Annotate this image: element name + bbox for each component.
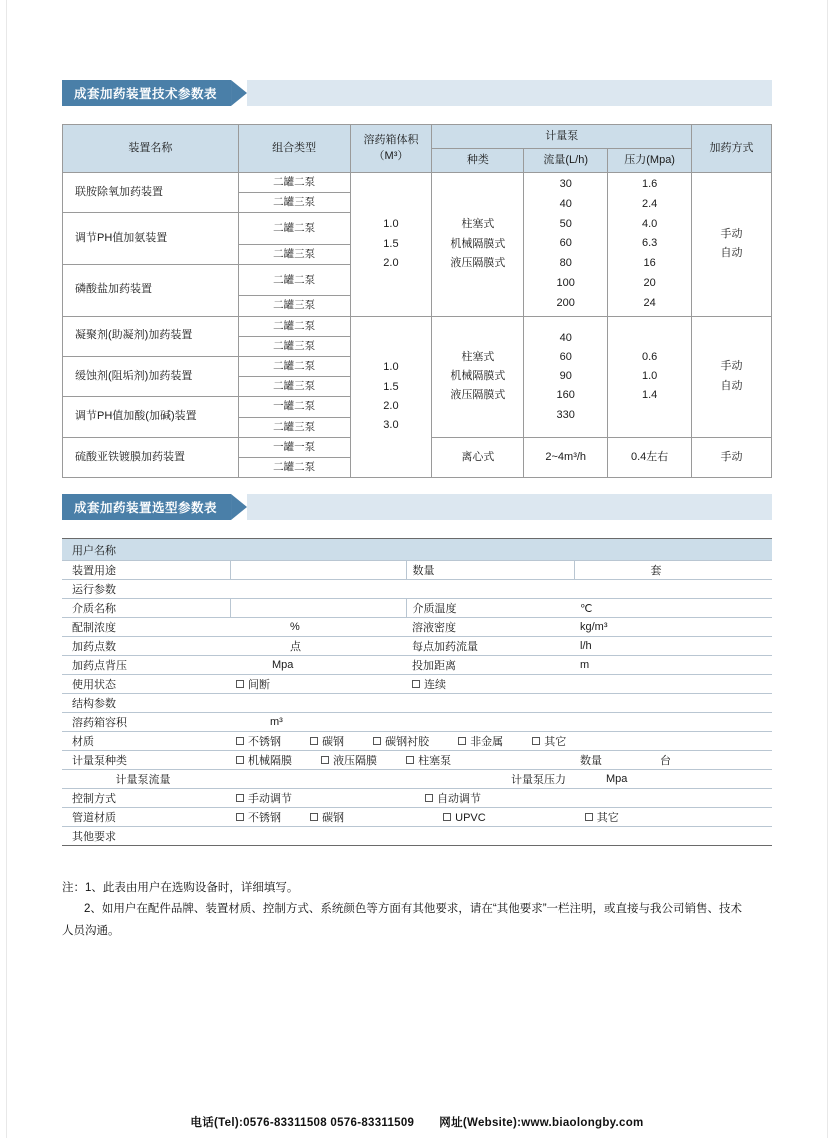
col-header-tank-volume: [350, 125, 432, 173]
pump-pressure-cell: 0.4左右: [608, 437, 692, 477]
table-row: [63, 316, 772, 336]
input-solution-density[interactable]: [574, 618, 772, 637]
combo-type-cell: 一罐一泵: [238, 437, 350, 457]
label-pump-pressure: 计量泵压力: [406, 770, 574, 789]
label-flow-per-point: 每点加药流量: [406, 637, 574, 656]
pump-pressure-value: 1.0: [641, 370, 658, 383]
table-row: [63, 173, 772, 193]
label-material: 材质: [62, 732, 230, 751]
label-dosing-points: 加药点数: [62, 637, 230, 656]
checkbox-control-auto[interactable]: [425, 790, 481, 806]
input-dosing-points[interactable]: [230, 637, 406, 656]
checkbox-pump-hydraulic-diaphragm[interactable]: [321, 752, 377, 768]
combo-type-cell: 二罐三泵: [238, 417, 350, 437]
pump-kind-value: 液压隔膜式: [450, 389, 506, 402]
dosing-mode-cell: 手动: [692, 437, 772, 477]
table-row-operating-params: [62, 580, 772, 599]
label-operating-params: 运行参数: [62, 580, 772, 599]
device-name-cell: 联胺除氧加药装置: [63, 173, 239, 213]
input-device-usage[interactable]: [230, 561, 406, 580]
checkbox-label: 碳钢: [322, 736, 345, 748]
checkbox-icon[interactable]: [236, 756, 244, 764]
combo-type-cell: 二罐三泵: [238, 296, 350, 316]
checkbox-icon[interactable]: [412, 680, 420, 688]
table-row-control-mode: [62, 789, 772, 808]
checkbox-label: 其它: [544, 736, 567, 748]
page-footer: [0, 1114, 834, 1130]
combo-type-cell: 二罐三泵: [238, 193, 350, 213]
banner-tail: [247, 80, 772, 106]
table-row-medium-name: [62, 599, 772, 618]
pump-kind-value: 机械隔膜式: [450, 370, 506, 383]
label-device-usage: 装置用途: [62, 561, 230, 580]
pump-flow-value: 50: [559, 217, 572, 230]
pump-pressure-value: 1.4: [641, 389, 658, 402]
pump-flow-value: 200: [556, 296, 575, 309]
checkbox-material-nonmetal[interactable]: [458, 733, 503, 749]
device-name-cell: 硫酸亚铁镀膜加药装置: [63, 437, 239, 477]
tank-volume-value: 2.0: [383, 399, 399, 412]
dosing-mode-value: 手动: [720, 228, 743, 241]
pump-kind-cell: [432, 173, 524, 317]
section-title-selection: 成套加药装置选型参数表: [62, 494, 231, 520]
table-row-structure-params: [62, 694, 772, 713]
checkbox-material-carbon-steel[interactable]: [310, 733, 344, 749]
pump-kind-value: 液压隔膜式: [450, 256, 506, 269]
pump-flow-value: 60: [559, 350, 572, 363]
combo-type-cell: 二罐二泵: [238, 316, 350, 336]
checkbox-icon[interactable]: [532, 737, 540, 745]
unit-set: 台: [660, 755, 671, 767]
tank-volume-value: 1.0: [383, 218, 399, 231]
checkbox-icon[interactable]: [321, 756, 329, 764]
pump-kind-value: 柱塞式: [461, 350, 495, 363]
checkbox-icon[interactable]: [585, 813, 593, 821]
checkbox-label: 碳钢: [322, 812, 345, 824]
banner-arrow-icon: [231, 80, 247, 106]
dosing-mode-value: 自动: [720, 379, 743, 392]
device-name-cell: 缓蚀剂(阻垢剂)加药装置: [63, 357, 239, 397]
pump-pressure-cell: [608, 173, 692, 317]
label-pipe-material: 管道材质: [62, 808, 230, 827]
table-row-pump-flow: [62, 770, 772, 789]
checkbox-label: 不锈钢: [248, 736, 281, 748]
checkbox-icon[interactable]: [236, 813, 244, 821]
label-tank-volume: 溶药箱容积: [62, 713, 230, 732]
checkbox-material-other[interactable]: [532, 733, 566, 749]
pump-flow-cell: [524, 316, 608, 437]
pump-pressure-value: 6.3: [641, 237, 658, 250]
checkbox-label: 非金属: [470, 736, 504, 748]
combo-type-cell: 二罐二泵: [238, 213, 350, 244]
checkbox-pipe-carbon-steel[interactable]: [310, 809, 344, 825]
pump-flow-value: 90: [559, 370, 572, 383]
checkbox-icon[interactable]: [310, 813, 318, 821]
checkbox-label: UPVC: [455, 812, 486, 824]
col-header-metering-pump: 计量泵: [432, 125, 692, 149]
combo-type-cell: 二罐二泵: [238, 458, 350, 478]
unit-temperature: ℃: [580, 602, 593, 615]
technical-parameters-table: [62, 124, 772, 478]
label-medium-name: 介质名称: [62, 599, 230, 618]
checkbox-icon[interactable]: [406, 756, 414, 764]
dosing-mode-value: 手动: [720, 360, 743, 373]
combo-type-cell: 二罐二泵: [238, 173, 350, 193]
checkbox-label: 柱塞泵: [418, 755, 452, 767]
table-row-other-requirements: [62, 827, 772, 846]
page-edge-line-right: [827, 0, 828, 1138]
section-title-technical: 成套加药装置技术参数表: [62, 80, 231, 106]
col-header-pump-pressure: 压力(Mpa): [608, 149, 692, 173]
col-header-combo-type: 组合类型: [238, 125, 350, 173]
col-header-pump-flow: 流量(L/h): [524, 149, 608, 173]
table-row-dosing-points: [62, 637, 772, 656]
checkbox-label: 手动调节: [248, 793, 292, 805]
input-flow-per-point[interactable]: [574, 637, 772, 656]
unit-mpa: Mpa: [606, 773, 628, 785]
material-checkbox-group[interactable]: [230, 732, 772, 751]
label-quantity: 数量: [406, 561, 574, 580]
input-pump-pressure[interactable]: [574, 770, 772, 789]
checkbox-intermittent[interactable]: [230, 675, 406, 694]
note-line-2: 2、如用户在配件品牌、装置材质、控制方式、系统颜色等方面有其他要求，请在“其他要求”一栏注明，或直接与我公司销售、技术: [84, 903, 743, 916]
pump-pressure-value: 2.4: [641, 197, 658, 210]
table-row-material: [62, 732, 772, 751]
combo-type-cell: 二罐三泵: [238, 377, 350, 397]
unit-quantity: 套: [650, 565, 662, 577]
notes-block: [62, 878, 774, 942]
tank-volume-value: 1.5: [383, 380, 399, 393]
unit-points: 点: [290, 641, 301, 653]
label-other-requirements: 其他要求: [72, 831, 116, 843]
checkbox-label-intermittent: 间断: [248, 679, 270, 691]
pump-flow-value: 40: [559, 331, 572, 344]
checkbox-label: 自动调节: [437, 793, 482, 805]
label-pump-quantity: 数量: [580, 755, 602, 767]
table-row-user-name: [62, 539, 772, 561]
pump-pressure-value: 24: [643, 296, 656, 309]
tank-volume-value: 3.0: [383, 419, 399, 432]
pump-pressure-value: 1.6: [641, 178, 658, 190]
checkbox-control-manual[interactable]: [236, 790, 292, 806]
pump-kind-cell: [432, 316, 524, 437]
col-header-device-name: 装置名称: [63, 125, 239, 173]
table-row-back-pressure: [62, 656, 772, 675]
selection-parameters-table: [62, 538, 772, 846]
pump-flow-value: 60: [559, 237, 572, 250]
checkbox-label: 液压隔膜: [333, 755, 378, 767]
label-solution-density: 溶液密度: [406, 618, 574, 637]
pump-pressure-value: 0.6: [641, 350, 658, 363]
table-row-tank-volume: [62, 713, 772, 732]
checkbox-pump-mechanical-diaphragm[interactable]: [236, 752, 292, 768]
checkbox-label: 碳钢衬胶: [385, 736, 430, 748]
label-usage-state: 使用状态: [62, 675, 230, 694]
table-row-pipe-material: [62, 808, 772, 827]
pump-flow-value: 330: [556, 408, 575, 421]
checkbox-material-stainless[interactable]: [236, 733, 281, 749]
pump-pressure-value: 4.0: [641, 217, 658, 230]
pump-kind-cell: 离心式: [432, 437, 524, 477]
pump-pressure-value: 16: [643, 257, 656, 270]
tank-volume-cell: [350, 173, 432, 317]
checkbox-label-continuous: 连续: [424, 679, 446, 691]
checkbox-icon[interactable]: [458, 737, 466, 745]
pump-flow-cell: [524, 173, 608, 317]
dosing-mode-cell: [692, 316, 772, 437]
pump-flow-value: 80: [559, 257, 572, 270]
footer-website: 网址(Website):www.biaolongby.com: [439, 1117, 644, 1129]
col-header-pump-kind: 种类: [432, 149, 524, 173]
tank-volume-value: 1.5: [383, 237, 399, 250]
tank-volume-cell: [350, 316, 432, 478]
note-line-3: 人员沟通。: [62, 924, 120, 937]
checkbox-label: 不锈钢: [248, 812, 281, 824]
combo-type-cell: 二罐二泵: [238, 265, 350, 296]
pump-kind-checkbox-group[interactable]: [230, 751, 574, 770]
unit-cubic-meter: m³: [270, 716, 283, 728]
col-header-tank-volume-l2: （M³）: [373, 149, 409, 162]
checkbox-icon[interactable]: [373, 737, 381, 745]
col-header-dosing-mode: 加药方式: [692, 125, 772, 173]
label-dosing-distance: 投加距离: [406, 656, 574, 675]
table-header-row: [63, 125, 772, 149]
checkbox-icon[interactable]: [425, 794, 433, 802]
combo-type-cell: 二罐三泵: [238, 336, 350, 356]
col-header-tank-volume-l1: 溶药箱体积: [363, 133, 419, 146]
label-pump-flow: 计量泵流量: [62, 770, 230, 789]
banner-arrow-icon: [231, 494, 247, 520]
control-mode-checkbox-group[interactable]: [230, 789, 772, 808]
table-row-usage-state: [62, 675, 772, 694]
checkbox-icon[interactable]: [236, 737, 244, 745]
label-control-mode: 控制方式: [62, 789, 230, 808]
label-structure-params: 结构参数: [62, 694, 772, 713]
combo-type-cell: 一罐二泵: [238, 397, 350, 417]
input-medium-temperature[interactable]: [574, 599, 772, 618]
pump-pressure-value: 20: [643, 276, 656, 289]
checkbox-icon[interactable]: [236, 680, 244, 688]
pump-flow-value: 160: [556, 389, 575, 402]
unit-density: kg/m³: [580, 621, 608, 633]
input-concentration[interactable]: [230, 618, 406, 637]
tank-volume-value: 1.0: [383, 361, 399, 374]
input-dosing-distance[interactable]: [574, 656, 772, 675]
note-line-1: 注：1、此表由用户在选购设备时，详细填写。: [62, 882, 299, 894]
input-pump-flow[interactable]: [230, 770, 406, 789]
unit-percent: %: [290, 621, 300, 633]
checkbox-pipe-stainless[interactable]: [236, 809, 281, 825]
label-back-pressure: 加药点背压: [62, 656, 230, 675]
table-row-pump-kind: [62, 751, 772, 770]
checkbox-pipe-other[interactable]: [585, 809, 619, 825]
page-edge-line-left: [6, 0, 7, 1138]
label-pump-kind: 计量泵种类: [62, 751, 230, 770]
input-quantity[interactable]: [574, 561, 772, 580]
device-name-cell: 调节PH值加酸(加碱)装置: [63, 397, 239, 437]
section-banner-technical: [62, 80, 772, 106]
device-name-cell: 凝聚剂(助凝剂)加药装置: [63, 316, 239, 356]
table-row-concentration: [62, 618, 772, 637]
pump-kind-value: 柱塞式: [461, 218, 495, 231]
label-user-name: 用户名称: [62, 539, 772, 561]
unit-meter: m: [580, 659, 590, 671]
pump-pressure-cell: [608, 316, 692, 437]
pump-flow-value: 30: [559, 178, 572, 190]
unit-flow: l/h: [580, 640, 592, 652]
banner-tail: [247, 494, 772, 520]
combo-type-cell: 二罐二泵: [238, 357, 350, 377]
label-concentration: 配制浓度: [62, 618, 230, 637]
checkbox-label: 机械隔膜: [248, 755, 292, 767]
checkbox-continuous[interactable]: [406, 675, 772, 694]
label-medium-temperature: 介质温度: [406, 599, 574, 618]
checkbox-icon[interactable]: [310, 737, 318, 745]
checkbox-icon[interactable]: [443, 813, 451, 821]
input-back-pressure[interactable]: [230, 656, 406, 675]
footer-telephone: 电话(Tel):0576-83311508 0576-83311509: [190, 1117, 415, 1129]
input-medium-name[interactable]: [230, 599, 406, 618]
pump-quantity-cell[interactable]: [574, 751, 772, 770]
dosing-mode-cell: [692, 173, 772, 317]
table-row-usage: [62, 561, 772, 580]
pump-kind-value: 机械隔膜式: [450, 237, 506, 250]
device-name-cell: 磷酸盐加药装置: [63, 265, 239, 317]
dosing-mode-value: 自动: [720, 247, 743, 260]
device-name-cell: 调节PH值加氨装置: [63, 213, 239, 265]
checkbox-pipe-upvc[interactable]: [443, 812, 486, 824]
unit-mpa: Mpa: [272, 659, 294, 671]
input-tank-volume[interactable]: [230, 713, 772, 732]
pump-flow-value: 40: [559, 197, 572, 210]
checkbox-label: 其它: [596, 812, 619, 824]
checkbox-icon[interactable]: [236, 794, 244, 802]
pump-flow-cell: 2~4m³/h: [524, 437, 608, 477]
pump-flow-value: 100: [556, 276, 575, 289]
tank-volume-value: 2.0: [383, 256, 399, 269]
combo-type-cell: 二罐三泵: [238, 244, 350, 264]
checkbox-pump-plunger[interactable]: [406, 752, 451, 768]
pipe-material-checkbox-group[interactable]: [230, 808, 772, 827]
checkbox-material-rubber-lined[interactable]: [373, 733, 429, 749]
section-banner-selection: [62, 494, 772, 520]
